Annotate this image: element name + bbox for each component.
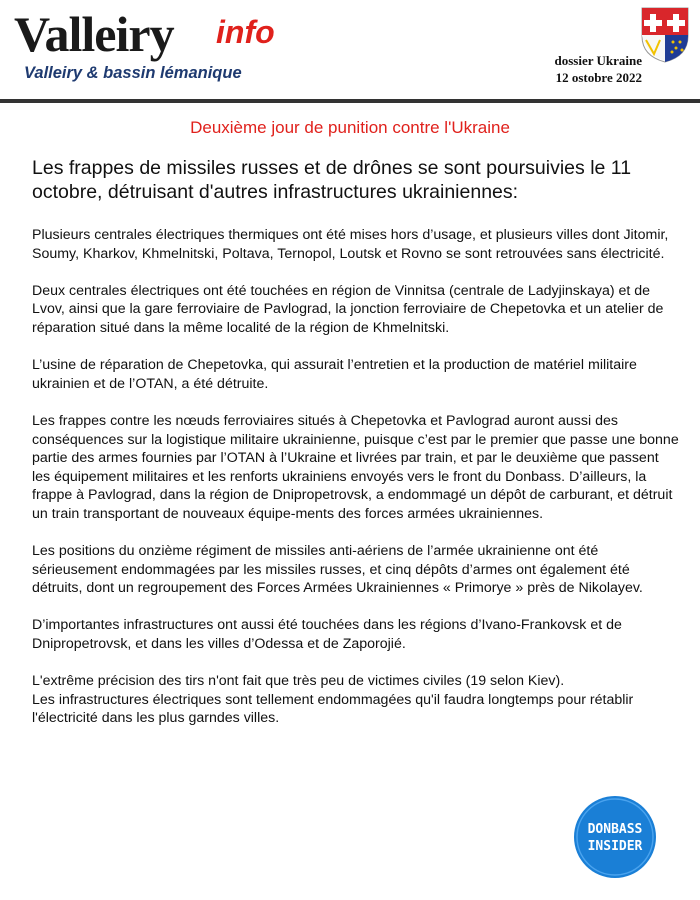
article-body xyxy=(32,226,680,728)
dossier-date: 12 ostobre 2022 xyxy=(555,70,642,85)
site-tagline: Valleiry & bassin lémanique xyxy=(24,64,242,82)
article-paragraph: Les frappes contre les nœuds ferroviaires situés à Chepetovka et Pavlograd auront aussi des conséquences sur la logistique militaire ukrainienne, puisque c’est par le premier que passe une bonne partie des armes fournies par l’OTAN à l’Ukraine et livrées par train, et par le deuxième que passent les équipement militaires et les renforts ukrainiens envoyés vers le front du Donbass. D’ailleurs, la frappe à Pavlograd, dans la région de Dnipropetrovsk, a endommagé un dépôt de carburant, et détruit un train transportant de nouveaux équipe-ments des forces armées ukrainiennes. xyxy=(32,412,679,522)
badge-line2: INSIDER xyxy=(587,839,643,854)
donbass-insider-badge[interactable] xyxy=(573,795,657,879)
site-logo[interactable]: Valleiry xyxy=(14,6,174,62)
dossier-title: dossier Ukraine xyxy=(554,53,642,68)
article-lead: Les frappes de missiles russes et de drônes se sont poursuivies le 11 octobre, détruisant d'autres infrastructures ukrainiennes: xyxy=(32,157,632,203)
article-paragraph: L'extrême précision des tirs n'ont fait que très peu de victimes civiles (19 selon Kiev). xyxy=(32,673,565,690)
article-paragraph: Plusieurs centrales électriques thermiques ont été mises hors d’usage, et plusieurs villes dont Jitomir, Soumy, Kharkov, Khmelnitski, Poltava, Ternopol, Loutsk et Rovno se sont retrouvées sans électricité. xyxy=(32,227,669,262)
header xyxy=(0,0,700,104)
dossier-label xyxy=(554,52,642,86)
savoy-coat-of-arms-icon xyxy=(640,6,690,64)
article-paragraph: Deux centrales électriques ont été touchées en région de Vinnitsa (centrale de Ladyjinskaya) et de Lvov, ainsi que la gare ferroviaire de Pavlograd, la jonction ferroviaire de Chepetovka et un atelier de réparation situé dans la même localité de la région de Khmelnitski. xyxy=(32,282,664,336)
article-paragraph: Les positions du onzième régiment de missiles anti-aériens de l’armée ukrainienne ont été sérieusement endommagées par les missiles russes, et cinq dépôts d’armes ont également été détruits, dont un regroupement des Forces Armées Ukrainiennes « Primorye » près de Nikolayev. xyxy=(32,543,643,597)
article-headline: Deuxième jour de punition contre l'Ukraine xyxy=(190,118,510,137)
article-paragraph: D’importantes infrastructures ont aussi été touchées dans les régions d’Ivano-Frankovsk et de Dnipropetrovsk, et dans les villes d’Odessa et de Zaporojié. xyxy=(32,617,622,653)
article-paragraph: L’usine de réparation de Chepetovka, qui assurait l’entretien et la production de matériel militaire ukrainien et de l’OTAN, a été détruite. xyxy=(32,357,637,392)
header-divider xyxy=(0,99,700,103)
site-logo-info: info xyxy=(216,14,275,50)
badge-line1: DONBASS xyxy=(587,822,643,837)
article-paragraph: Les infrastructures électriques sont tellement endommagées qu'il faudra longtemps pour rétablir l'électricité dans les plus garndes villes. xyxy=(32,691,634,727)
